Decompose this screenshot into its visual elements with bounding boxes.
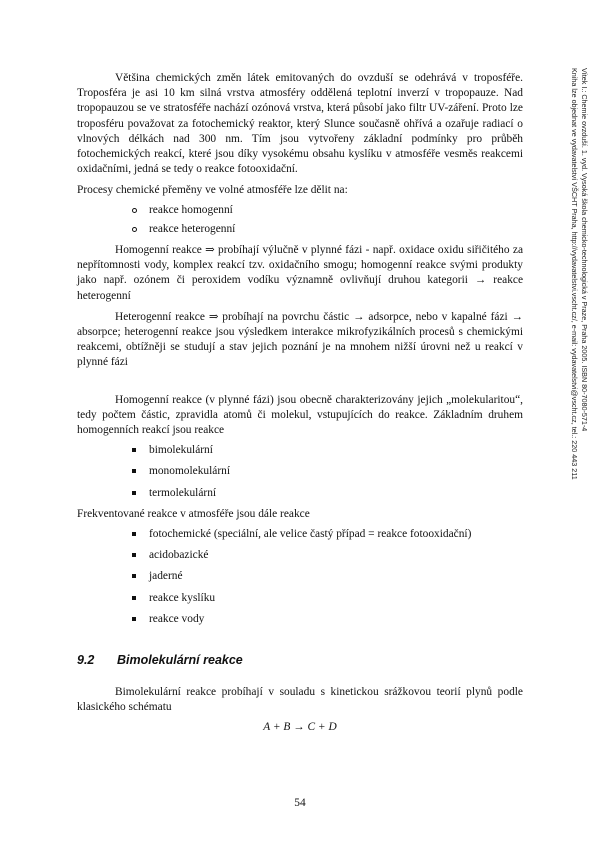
square-bullet-icon	[132, 553, 136, 557]
reaction-equation: A + B → C + D	[263, 721, 337, 734]
list-item: monomolekulární	[77, 464, 523, 479]
citation-line: Vítek I.: Chemie ovzduší. 1. vyd. Vysoká škola chemicko-technologická v Praze, Praha 2005. ISBN 80-7080-571-4	[580, 68, 589, 432]
citation-side-note	[570, 68, 589, 538]
paragraph-troposphere: Většina chemických změn látek emitovaných do ovzduší se odehrává v troposféře. Troposféra je asi 10 km silná vrstva atmosféry oddělená teplotní inverzí v tropopauze. Nad tropopauzou se ve stratosféře nachází ozónová vrstva, která působí jako filtr UV-záření. Proto lze troposféru považovat za fotochemický reaktor, který Slunce současně ohřívá a ozařuje radiací o vlnových délkách nad 300 nm. Tím jsou vytvořeny základní podmínky pro průběh fotochemických reakcí, které jsou díky vysokému obsahu kyslíku v atmosféře vesměs reakcemi oxidačními, jedná se tedy o reakce fotooxidační.	[77, 72, 523, 176]
paragraph-bimolecular: Bimolekulární reakce probíhají v souladu s kinetickou srážkovou teorií plynů podle klasického schématu	[77, 686, 523, 714]
frequent-reactions-list	[77, 527, 523, 627]
list-item: fotochemické (speciální, ale velice častý případ = reakce fotooxidační)	[77, 527, 523, 542]
square-bullet-icon	[132, 617, 136, 621]
paragraph-frequent-intro: Frekventované reakce v atmosféře jsou dále reakce	[77, 507, 310, 520]
list-item: reakce heterogenní	[77, 222, 523, 237]
section-number: 9.2	[77, 653, 95, 667]
list-item: acidobazické	[77, 548, 523, 563]
square-bullet-icon	[132, 491, 136, 495]
paragraph-molecularity: Homogenní reakce (v plynné fázi) jsou obecně charakterizovány jejich „molekularitou“, tedy počtem částic, zpravidla atomů či molekul, vstupujících do reakce. Základním druhem homogenních reakcí jsou reakce	[77, 393, 523, 437]
section-body	[77, 685, 523, 736]
square-bullet-icon	[132, 596, 136, 600]
list-item: bimolekulární	[77, 443, 523, 458]
page-number: 54	[294, 797, 306, 809]
square-bullet-icon	[132, 532, 136, 536]
circle-bullet-icon	[132, 208, 137, 213]
list-item: reakce kyslíku	[77, 591, 523, 606]
list-item: jaderné	[77, 569, 523, 584]
list-item: reakce homogenní	[77, 203, 523, 218]
citation-line: Kniha lze objednat ve vydavatelství VŠCHT Praha, http://vydavatelstvi.vscht.cz/, e-mail: vydavatelstvi@vscht.cz, tel.: 220 443 211	[570, 68, 580, 480]
molecularity-list	[77, 443, 523, 501]
circle-bullet-icon	[132, 227, 137, 232]
square-bullet-icon	[132, 448, 136, 452]
square-bullet-icon	[132, 574, 136, 578]
body-text	[77, 71, 523, 627]
list-item: termolekulární	[77, 486, 523, 501]
list-item: reakce vody	[77, 612, 523, 627]
section-heading	[77, 653, 243, 667]
reaction-types-list	[77, 203, 523, 237]
paragraph-homogeneous: Homogenní reakce ⇒ probíhají výlučně v plynné fázi - např. oxidace oxidu siřičitého za nepřítomnosti vody, komplex reakcí tzv. oxidačního smogu; homogenní reakce svými produkty jako např. ozónem či peroxidem vodíku významně ovlivňují druhou kategorii → reakce heterogenní	[77, 244, 523, 302]
paragraph-heterogeneous: Heterogenní reakce ⇒ probíhají na povrchu částic → adsorpce, nebo v kapalné fázi → absorpce; heterogenní reakce jsou výsledkem interakce mikrofyzikálních procesů s chemickými reakcemi, obtížněji se studují a stav jejich poznání je na mnohem nižší úrovni než u reakcí v plynné fázi	[77, 310, 523, 369]
paragraph-division-intro: Procesy chemické přeměny ve volné atmosféře lze dělit na:	[77, 184, 348, 197]
square-bullet-icon	[132, 469, 136, 473]
section-title: Bimolekulární reakce	[117, 653, 243, 667]
